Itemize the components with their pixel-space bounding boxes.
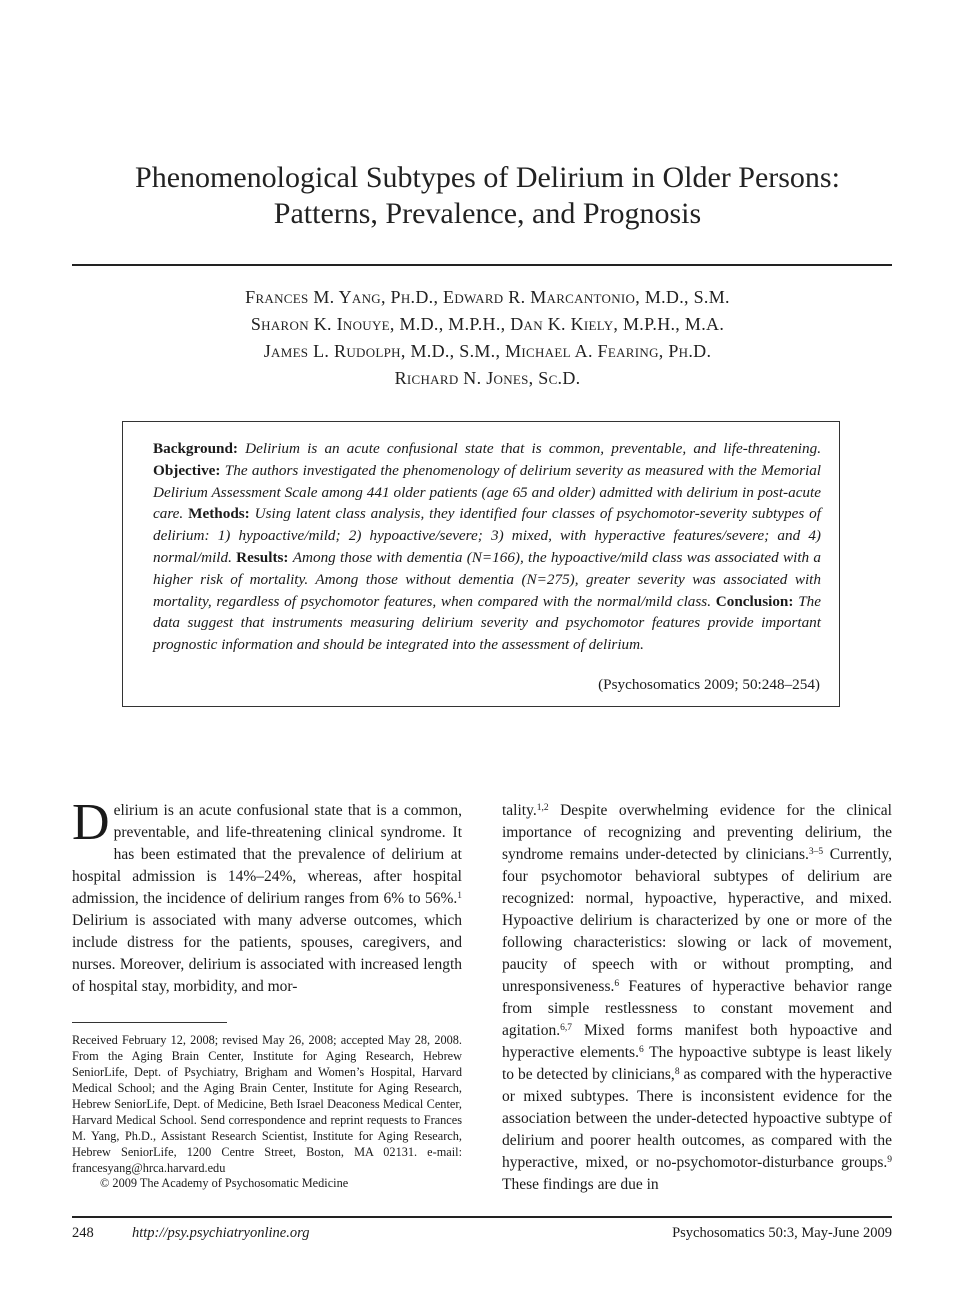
page-number: 248: [72, 1225, 94, 1241]
background-text: Delirium is an acute confusional state that is common, preventable, and life-threatening.: [245, 440, 822, 457]
author-line-4: Richard N. Jones, Sc.D.: [394, 368, 581, 388]
reference-marker: 6: [614, 979, 620, 989]
body-column-left: [72, 794, 462, 998]
abstract-box: [122, 421, 840, 707]
reference-marker: 6: [638, 1045, 644, 1055]
footnote-rule: [72, 1022, 227, 1023]
author-list: [0, 284, 975, 392]
objective-label: Objective:: [153, 461, 221, 479]
results-text: Among those with dementia (N=166), the hypoactive/mild class was associated with a higher risk of mortality. Among those without dementia (N=275), greater severity was associated with mortality, regardless of psychomotor features, when compared with the normal/mild class.: [153, 548, 822, 610]
title-line-1: Phenomenological Subtypes of Delirium in Older Persons:: [135, 161, 840, 194]
reference-marker: 1,2: [536, 803, 549, 813]
title-line-2: Patterns, Prevalence, and Prognosis: [273, 197, 702, 230]
journal-citation: Psychosomatics 50:3, May-June 2009: [672, 1225, 892, 1241]
author-line-3: James L. Rudolph, M.D., S.M., Michael A. Fearing, Ph.D.: [263, 341, 712, 361]
author-line-2: Sharon K. Inouye, M.D., M.P.H., Dan K. Kiely, M.P.H., M.A.: [250, 314, 725, 334]
reference-marker: 9: [887, 1155, 892, 1165]
drop-cap: D: [72, 794, 110, 851]
body-right-text-7: as compared with the hyperactive or mixed subtypes. There is inconsistent evidence for the association between the under-detected hypoactive subtype of delirium and poorer health outcomes, as compared with the hyperactive, mixed, or no-psychomotor-disturbance groups.: [502, 1066, 893, 1171]
results-label: Results:: [236, 548, 289, 566]
footer-rule: [72, 1216, 892, 1218]
objective-text: The authors investigated the phenomenology of delirium severity as measured with the Memorial Delirium Assessment Scale among 441 older patients (age 65 and older) admitted with delirium in post-acute care.: [153, 461, 822, 523]
header-rule: [72, 264, 892, 266]
abstract-text: [153, 438, 821, 656]
abstract-citation: (Psychosomatics 2009; 50:248–254): [598, 676, 820, 693]
methods-label: Methods:: [188, 505, 250, 523]
body-right-text-1: tality.: [502, 802, 537, 819]
conclusion-text: The data suggest that instruments measuring delirium severity and psychomotor features provide important prognostic information and should be integrated into the assessment of delirium.: [153, 592, 822, 654]
body-right-text-5: Mixed forms manifest both hypoactive and hyperactive elements.: [502, 1022, 892, 1061]
body-right-text-2: Despite overwhelming evidence for the clinical importance of recognizing and preventing delirium, the syndrome remains under-detected by clinicians.: [502, 802, 892, 863]
body-right-text-6: The hypoactive subtype is least likely to be detected by clinicians,: [502, 1044, 892, 1083]
body-left-text-2: Delirium is associated with many adverse outcomes, which include distress for the patients, spouses, caregivers, and nurses. Moreover, delirium is associated with increased length of hospital stay, morbidity, and mor-: [72, 912, 462, 995]
conclusion-label: Conclusion:: [715, 592, 794, 610]
reference-marker: 1: [457, 891, 462, 901]
footnote-text: Received February 12, 2008; revised May 26, 2008; accepted May 28, 2008. From the Aging Brain Center, Institute for Aging Research, Hebrew SeniorLife, Dept. of Psychiatry, Brigham and Women’s Hospital, Harvard Medical School; and the Aging Brain Center, Institute for Aging Research, Hebrew SeniorLife, Dept. of Medicine, Beth Israel Deaconess Medical Center, Harvard Medical School. Send correspondence and reprint requests to Frances M. Yang, Ph.D., Assistant Research Scientist, Institute for Aging Research, Hebrew SeniorLife, 1200 Centre Street, Boston, MA 02131. e-mail: francesyang@hrca.harvard.edu: [72, 1033, 462, 1175]
reference-marker: 3–5: [808, 847, 824, 857]
reference-marker: 8: [674, 1067, 680, 1077]
body-right-text-8: These findings are due in: [502, 1176, 659, 1193]
body-right-text-4: Features of hyperactive behavior range from simple restlessness to constant movement and agitation.: [502, 978, 892, 1039]
background-label: Background:: [153, 440, 238, 457]
article-title: [0, 160, 975, 232]
author-line-1: Frances M. Yang, Ph.D., Edward R. Marcantonio, M.D., S.M.: [245, 287, 730, 307]
body-left-text-1: elirium is an acute confusional state that is a common, preventable, and life-threatening clinical syndrome. It has been estimated that the prevalence of delirium at hospital admission is 14%–24%, whereas, after hospital admission, the incidence of delirium ranges from 6% to 56%.: [72, 802, 462, 907]
journal-url[interactable]: http://psy.psychiatryonline.org: [132, 1225, 310, 1241]
reference-marker: 6,7: [560, 1023, 572, 1033]
methods-text: Using latent class analysis, they identified four classes of psychomotor-severity subtypes of delirium: 1) hypoactive/mild; 2) hypoactive/severe; 3) mixed, with hyperactive features/severe; and 4) normal/mild.: [153, 505, 821, 566]
body-column-right: [502, 800, 892, 1196]
body-right-text-3: Currently, four psychomotor behavioral subtypes of delirium are recognized: normal, hypoactive, hyperactive, and mixed. Hypoactive delirium is characterized by one or more of the following characteristics: slowing or lack of movement, paucity of speech with or without prompting, and unresponsiveness.: [502, 846, 892, 995]
copyright-line: © 2009 The Academy of Psychosomatic Medicine: [100, 1176, 349, 1190]
